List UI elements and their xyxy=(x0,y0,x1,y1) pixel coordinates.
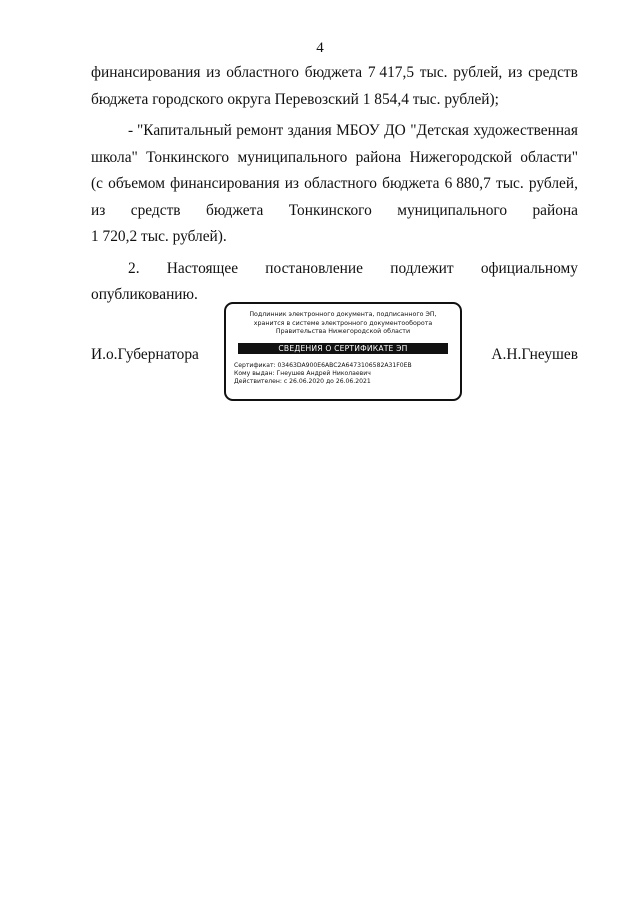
word: официальному xyxy=(480,259,578,277)
stamp-details xyxy=(234,362,460,387)
word: "Детская xyxy=(410,122,469,139)
word: района xyxy=(355,148,402,166)
stamp-title-bar: СВЕДЕНИЯ О СЕРТИФИКАТЕ ЭП xyxy=(238,343,448,354)
word: ремонт xyxy=(236,122,284,139)
document-body xyxy=(91,60,578,309)
paragraph-line xyxy=(91,118,578,145)
word: МБОУ xyxy=(336,122,380,139)
word: ДО xyxy=(384,122,406,139)
word: финансирования xyxy=(170,175,280,192)
word: финансирования xyxy=(91,64,201,81)
word: муниципального xyxy=(237,148,348,166)
word: средств xyxy=(528,64,578,81)
word: тыс. xyxy=(495,175,524,192)
word: бюджета xyxy=(205,201,264,219)
paragraph-line xyxy=(91,256,578,283)
word: средств xyxy=(130,201,181,219)
word: из xyxy=(206,64,221,81)
word: тыс. xyxy=(419,64,448,81)
word: постановление xyxy=(265,259,363,277)
word: бюджета xyxy=(382,175,440,192)
word: рублей, xyxy=(528,175,578,192)
word: рублей, xyxy=(453,64,503,81)
word: Настоящее xyxy=(166,259,239,277)
word: района xyxy=(532,201,578,219)
signatory-name: А.Н.Гнеушев xyxy=(491,346,578,363)
paragraph-line xyxy=(91,60,578,87)
stamp-header-line: Правительства Нижегородской области xyxy=(275,328,411,336)
word: (с xyxy=(91,175,103,192)
word: объемом xyxy=(108,175,165,192)
word: художественная xyxy=(473,122,578,139)
signature-block xyxy=(91,302,578,405)
word: из xyxy=(508,64,523,81)
word: 6 880,7 xyxy=(444,175,491,192)
word: областного xyxy=(226,64,299,81)
word: Нижегородской xyxy=(409,148,512,166)
page-number: 4 xyxy=(316,40,324,56)
paragraph-line xyxy=(91,171,578,198)
word: муниципального xyxy=(397,201,508,219)
paragraph-line xyxy=(91,198,578,225)
word: из xyxy=(91,201,106,219)
paragraph-line xyxy=(91,145,578,172)
paragraph-line: бюджета городского округа Перевозский 1 854,4 тыс. рублей); xyxy=(91,90,499,108)
word: - "Капитальный xyxy=(128,122,232,139)
word: школа" xyxy=(91,148,138,166)
word: Тонкинского xyxy=(146,148,230,166)
word: здания xyxy=(287,122,332,139)
word: 2. xyxy=(128,259,140,277)
word: 7 417,5 xyxy=(367,64,415,81)
word: области" xyxy=(520,148,578,166)
certificate-number: Сертификат: 03463DA900E6ABC2A6473106582A31F0EB xyxy=(234,361,412,369)
signatory-role: И.о.Губернатора xyxy=(91,346,199,363)
certificate-owner: Кому выдан: Гнеушев Андрей Николаевич xyxy=(234,369,371,377)
stamp-header xyxy=(226,311,460,337)
word: бюджета xyxy=(304,64,363,81)
electronic-signature-stamp xyxy=(224,302,462,401)
paragraph-line: 1 720,2 тыс. рублей). xyxy=(91,228,227,245)
word: Тонкинского xyxy=(288,201,372,219)
paragraph-line: опубликованию. xyxy=(91,286,198,303)
certificate-validity: Действителен: с 26.06.2020 до 26.06.2021 xyxy=(234,378,371,386)
word: из xyxy=(284,175,300,192)
word: областного xyxy=(304,175,377,192)
stamp-header-line: хранится в системе электронного документооборота xyxy=(253,319,433,327)
word: подлежит xyxy=(390,259,454,277)
stamp-header-line: Подлинник электронного документа, подписанного ЭП, xyxy=(249,311,437,318)
